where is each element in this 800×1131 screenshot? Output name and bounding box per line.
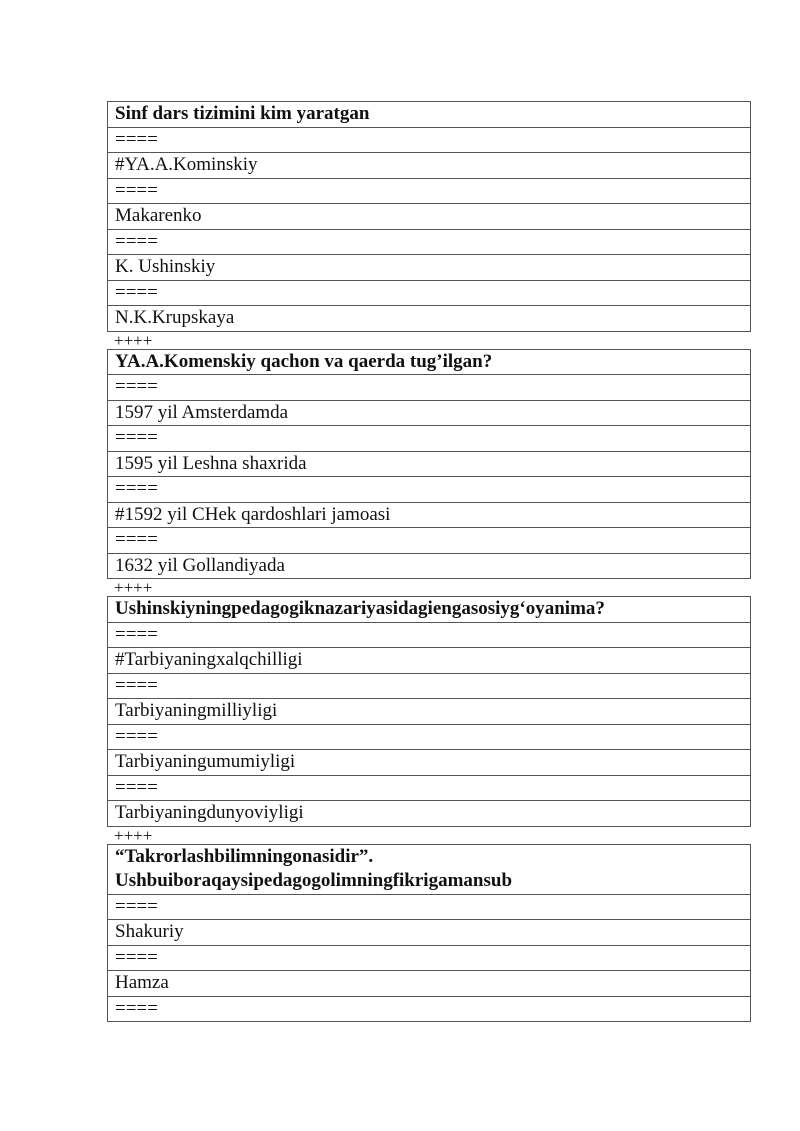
option-divider: ==== xyxy=(108,179,750,205)
answer-option: N.K.Krupskaya xyxy=(108,306,750,332)
option-divider: ==== xyxy=(108,375,750,401)
question-text: Sinf dars tizimini kim yaratgan xyxy=(108,102,750,128)
question-text: Ushinskiyningpedagogiknazariyasidagiengasosiyg‘oyanima? xyxy=(108,597,750,623)
quiz-document xyxy=(107,101,751,1022)
answer-option: Shakuriy xyxy=(108,920,750,946)
question-text: YA.A.Komenskiy qachon va qaerda tug’ilgan? xyxy=(108,350,750,376)
question-text xyxy=(108,845,750,895)
block-separator: ++++ xyxy=(114,330,153,350)
block-separator: ++++ xyxy=(114,825,153,845)
answer-option: Makarenko xyxy=(108,204,750,230)
option-divider: ==== xyxy=(108,725,750,751)
answer-option: Tarbiyaningumumiyligi xyxy=(108,750,750,776)
option-divider: ==== xyxy=(108,426,750,452)
answer-option: Tarbiyaningmilliyligi xyxy=(108,699,750,725)
question-block-1 xyxy=(107,101,751,332)
question-block-2 xyxy=(107,349,751,580)
answer-option: Hamza xyxy=(108,971,750,997)
answer-option: 1595 yil Leshna shaxrida xyxy=(108,452,750,478)
option-divider: ==== xyxy=(108,128,750,154)
answer-option: 1597 yil Amsterdamda xyxy=(108,401,750,427)
option-divider: ==== xyxy=(108,997,750,1023)
option-divider: ==== xyxy=(108,674,750,700)
option-divider: ==== xyxy=(108,281,750,307)
option-divider: ==== xyxy=(108,230,750,256)
option-divider: ==== xyxy=(108,477,750,503)
option-divider: ==== xyxy=(108,528,750,554)
answer-option: K. Ushinskiy xyxy=(108,255,750,281)
block-separator: ++++ xyxy=(114,578,153,597)
question-block-4 xyxy=(107,844,751,1023)
answer-option: #YA.A.Kominskiy xyxy=(108,153,750,179)
answer-option: #1592 yil CHek qardoshlari jamoasi xyxy=(108,503,750,529)
answer-option: Tarbiyaningdunyoviyligi xyxy=(108,801,750,827)
option-divider: ==== xyxy=(108,895,750,921)
option-divider: ==== xyxy=(108,776,750,802)
answer-option: 1632 yil Gollandiyada xyxy=(108,554,750,580)
option-divider: ==== xyxy=(108,623,750,649)
question-line: “Takrorlashbilimningonasidir”. xyxy=(115,845,374,867)
option-divider: ==== xyxy=(108,946,750,972)
answer-option: #Tarbiyaningxalqchilligi xyxy=(108,648,750,674)
question-block-3 xyxy=(107,596,751,827)
question-line: Ushbuiboraqaysipedagogolimningfikrigamansub xyxy=(115,870,513,891)
